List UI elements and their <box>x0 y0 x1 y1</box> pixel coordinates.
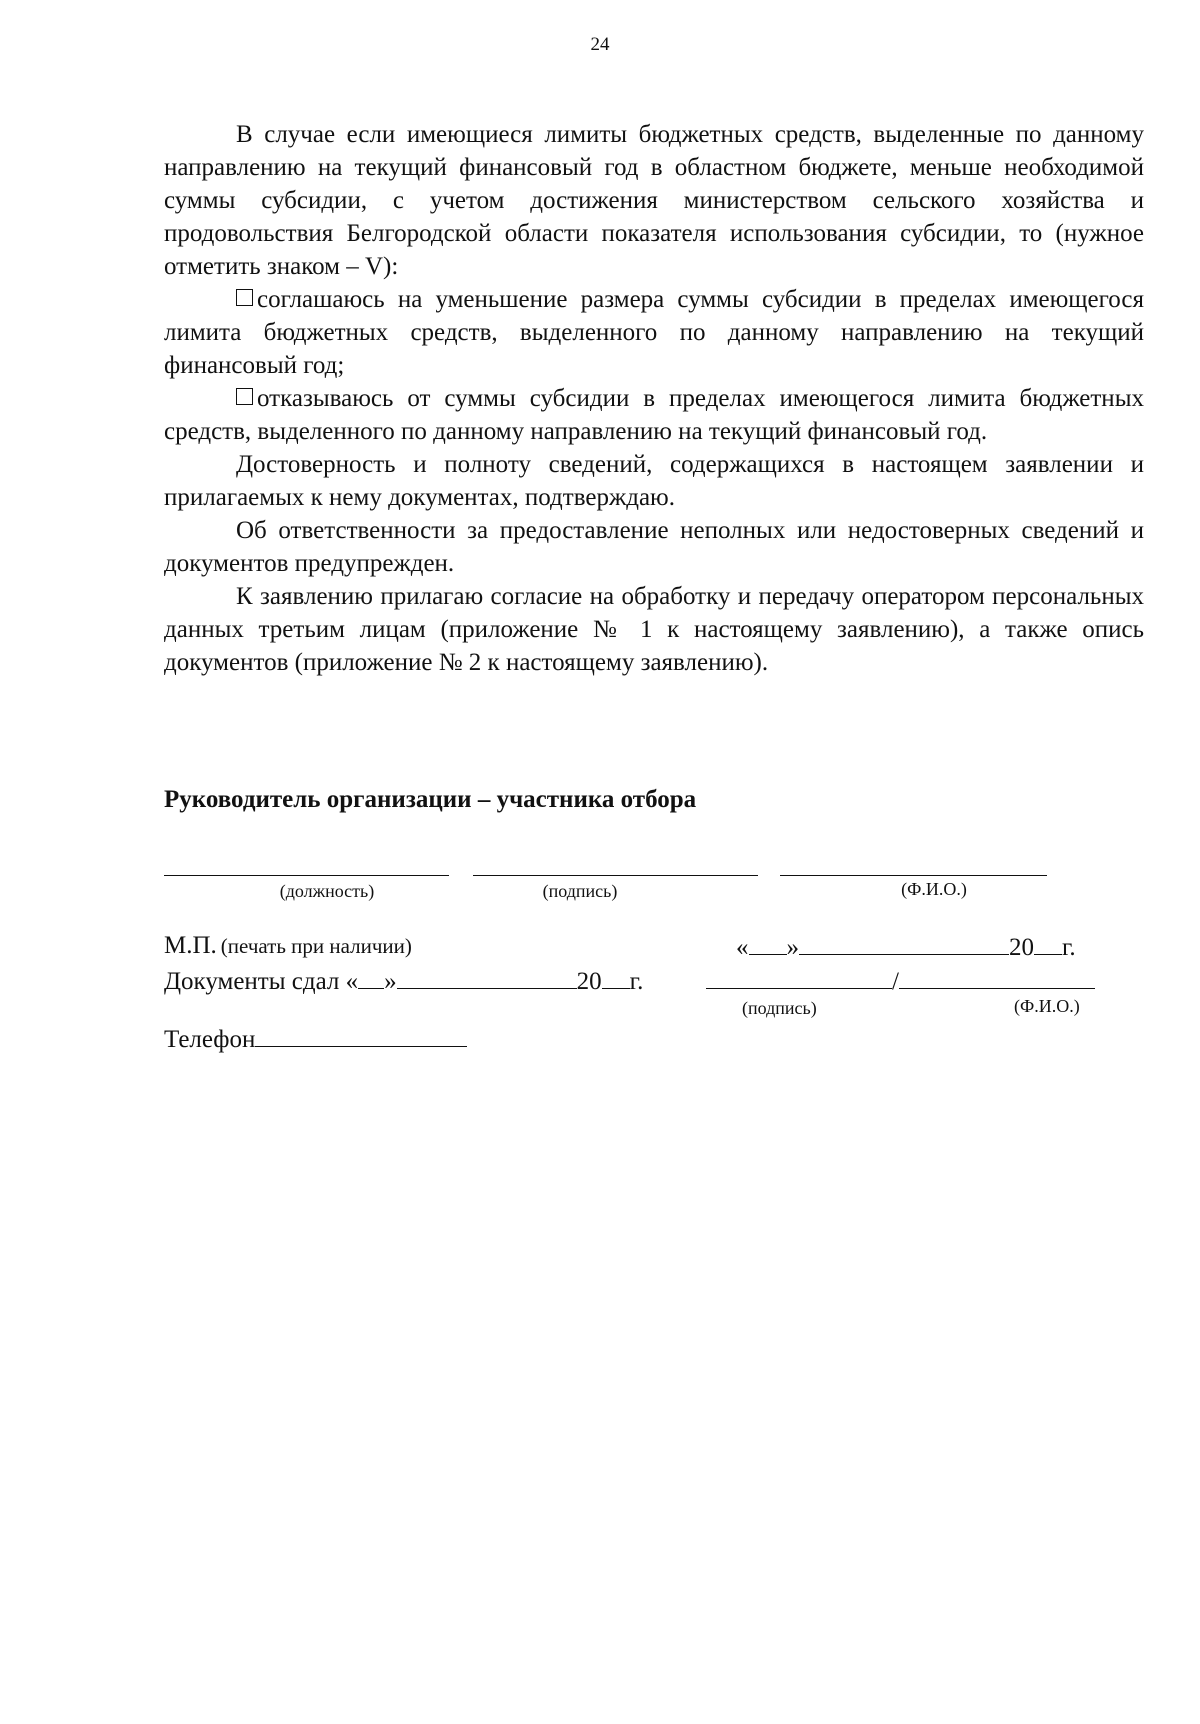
position-caption: (должность) <box>279 881 375 901</box>
receiver-name-blank[interactable] <box>899 966 1095 989</box>
date-close-quote: » <box>786 934 799 961</box>
receiver-signature-caption: (подпись) <box>742 998 817 1018</box>
phone-blank[interactable] <box>255 1024 467 1047</box>
option-agree-text: соглашаюсь на уменьшение размера суммы субсидии в пределах имеющегося лимита бюджетных средств, выделенного по данному направлению на текущий финансовый год; <box>164 286 1144 379</box>
month-blank[interactable] <box>799 932 1009 955</box>
phone-row <box>164 1024 467 1054</box>
page-number: 24 <box>590 34 610 55</box>
option-refuse <box>164 382 1144 448</box>
receiver-row <box>706 966 1095 996</box>
paragraph-budget-limits: В случае если имеющиеся лимиты бюджетных средств, выделенные по данному направлению на текущий финансовый год в областном бюджете, меньше необходимой суммы субсидии, с учетом достижения министерством сельского хозяйства и продовольствия Белгородской области показателя использования субсидии, то (нужное отметить знаком – V): <box>164 121 1144 280</box>
checkbox-refuse-icon[interactable] <box>236 388 253 405</box>
year-suffix: г. <box>1062 934 1076 961</box>
name-line[interactable] <box>780 875 1047 876</box>
stamp-note: (печать при наличии) <box>220 934 412 958</box>
option-refuse-text: отказываюсь от суммы субсидии в пределах имеющегося лимита бюджетных средств, выделенного по данному направлению на текущий финансовый год. <box>164 385 1144 445</box>
checkbox-agree-icon[interactable] <box>236 289 253 306</box>
docs-year-prefix: 20 <box>576 968 602 995</box>
document-body <box>164 118 1144 679</box>
signature-heading: Руководитель организации – участника отбора <box>164 786 697 813</box>
paragraph-confirmation: Достоверность и полноту сведений, содержащихся в настоящем заявлении и прилагаемых к нему документах, подтверждаю. <box>164 451 1144 511</box>
year-prefix: 20 <box>1009 934 1034 961</box>
docs-month-blank[interactable] <box>397 966 577 989</box>
stamp-row <box>164 932 412 960</box>
signature-line[interactable] <box>473 875 758 876</box>
receiver-name-caption: (Ф.И.О.) <box>1014 996 1080 1016</box>
name-caption: (Ф.И.О.) <box>901 879 967 899</box>
docs-submitted-label: Документы сдал « <box>164 968 359 995</box>
stamp-label: М.П. <box>164 932 217 959</box>
year-blank[interactable] <box>1034 932 1062 955</box>
signature-caption: (подпись) <box>542 881 618 901</box>
position-line[interactable] <box>164 875 449 876</box>
date-row <box>736 932 1076 962</box>
docs-year-blank[interactable] <box>602 966 630 989</box>
docs-close-quote: » <box>384 968 397 995</box>
option-agree <box>164 283 1144 382</box>
receiver-slash: / <box>892 968 899 995</box>
date-open-quote: « <box>736 934 749 961</box>
docs-year-suffix: г. <box>629 968 644 995</box>
paragraph-responsibility: Об ответственности за предоставление неполных или недостоверных сведений и документов предупрежден. <box>164 517 1144 577</box>
paragraph-attachments: К заявлению прилагаю согласие на обработку и передачу оператором персональных данных третьим лицам (приложение № 1 к настоящему заявлению), а также опись документов (приложение № 2 к настоящему заявлению). <box>164 583 1144 676</box>
day-blank[interactable] <box>749 932 787 955</box>
docs-submitted-row <box>164 966 643 996</box>
phone-label: Телефон <box>164 1026 256 1053</box>
receiver-signature-blank[interactable] <box>706 966 892 989</box>
docs-day-blank[interactable] <box>358 966 384 989</box>
